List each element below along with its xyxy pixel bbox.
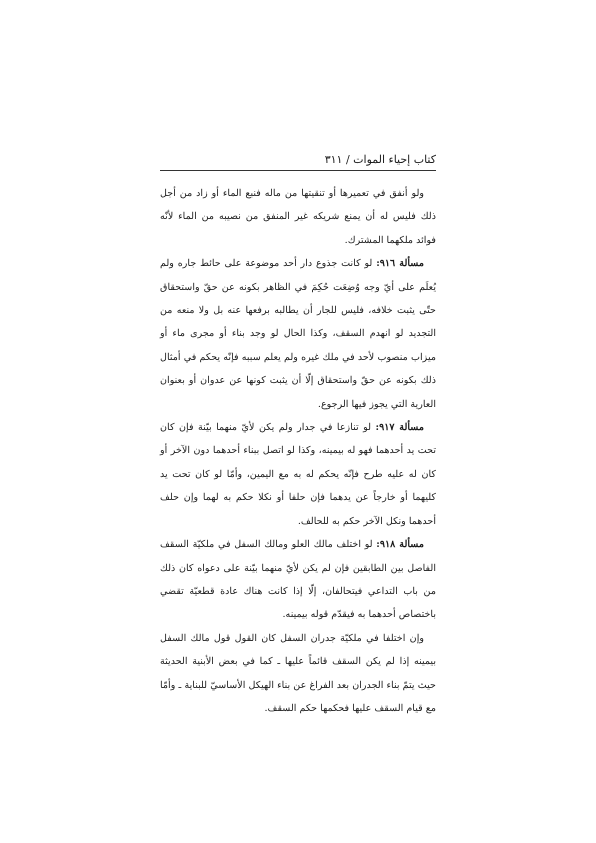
running-header: كتاب إحياء الموات / ٣١١ xyxy=(324,153,436,166)
paragraph-text: لو كانت جذوع دار أحد موضوعة على حائط جاره ولم يُعلَم على أيّ وجه وُضِعَت حُكِمَ في الظاهر بكونه عن حقّ واستحقاق حتّى يثبت خلافه، فليس للجار أن يطالبه برفعها عنه بل ولا منعه من التجديد لو انهدم السقف، وكذا الحال لو وجد بناء أو مجرى ماء أو ميزاب منصوب لأحد في ملك غيره ولم يعلم سببه فإنّه يحكم في أمثال ذلك بكونه عن حقّ واستحقاق إلّا أن يثبت كونها عن عدوان أو بعنوان العارية التي يجوز فيها الرجوع. xyxy=(160,258,436,410)
issue-label: مسألة ٩١٧: xyxy=(375,422,424,434)
issue-label: مسألة ٩١٨: xyxy=(376,539,424,551)
paragraph-text: لو تنازعا في جدار ولم يكن لأيّ منهما بيّنة فإن كان تحت يد أحدهما فهو له بيمينه، وكذا لو اتصل ببناء أحدهما دون الآخر أو كان له عليه طرح فإنّه يحكم له به مع اليمين، وأمّا لو كان تحت يد كليهما أو خارجاً عن يدهما فإن حلفا أو نكلا حكم به لهما وإن حلف أحدهما ونكل الآخر حكم به للحالف. xyxy=(160,422,436,527)
paragraph-text: لو اختلف مالك العلو ومالك السفل في ملكيّة السقف الفاصل بين الطابقين فإن لم يكن لأيّ منهما بيّنة على دعواه كان ذلك من باب التداعي فيتحالفان، إلّا إذا كانت هناك عادة قطعيّة تقضي باختصاص أحدهما به فيقدّم قوله بيمينه. xyxy=(160,539,436,621)
issue-label: مسألة ٩١٦: xyxy=(376,258,424,270)
body-text xyxy=(160,182,436,720)
paragraph xyxy=(160,533,436,627)
paragraph xyxy=(160,252,436,416)
paragraph xyxy=(160,416,436,533)
paragraph-text: ولو أنفق في تعميرها أو تنقيتها من ماله فنبع الماء أو زاد من أجل ذلك فليس له أن يمنع شريكه غير المنفق من نصيبه من الماء لأنّه فوائد ملكهما المشترك. xyxy=(160,188,436,246)
paragraph xyxy=(160,182,436,252)
paragraph xyxy=(160,627,436,721)
header-rule xyxy=(160,170,436,171)
paragraph-text: وإن اختلفا في ملكيّة جدران السفل كان القول قول مالك السفل بيمينه إذا لم يكن السقف قائماً عليها ـ كما في بعض الأبنية الحديثة حيث يتمّ بناء الجدران بعد الفراغ عن بناء الهيكل الأساسيّ للبناية ـ وأمّا مع قيام السقف عليها فحكمها حكم السقف. xyxy=(160,632,436,714)
